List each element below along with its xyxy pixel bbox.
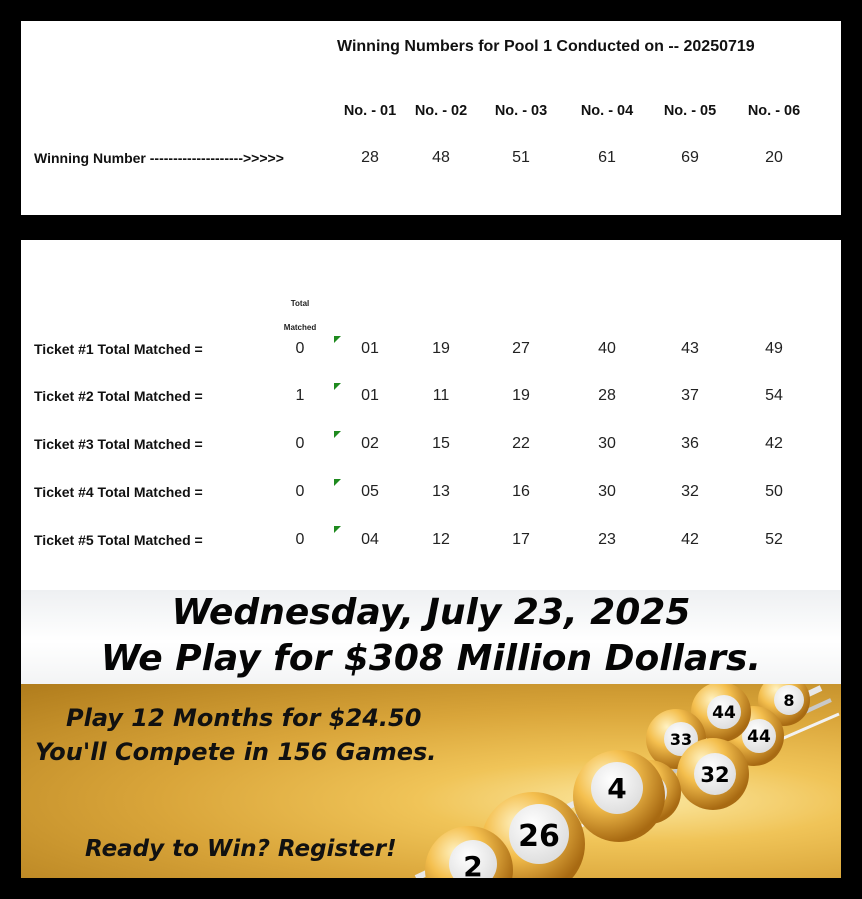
promo-games: You'll Compete in 156 Games. xyxy=(35,738,437,766)
lottery-ball xyxy=(573,750,665,842)
matched-header: Matched xyxy=(283,323,317,332)
column-header-5: No. - 05 xyxy=(663,103,717,119)
ticket-number: 30 xyxy=(598,483,616,500)
ticket-number: 28 xyxy=(598,387,616,404)
cell-comment-marker xyxy=(334,431,341,438)
winning-number-6: 20 xyxy=(765,149,783,166)
ticket-matched-count: 0 xyxy=(295,435,305,452)
ticket-number: 50 xyxy=(765,483,783,500)
promo-banner xyxy=(21,684,841,878)
ticket-number: 11 xyxy=(432,387,450,404)
jackpot-banner xyxy=(21,590,841,684)
winning-number-5: 69 xyxy=(681,149,699,166)
results-title: Winning Numbers for Pool 1 Conducted on -- 20250719 xyxy=(337,38,755,55)
cell-comment-marker xyxy=(334,336,341,343)
column-header-3: No. - 03 xyxy=(494,103,548,119)
ticket-matched-count: 0 xyxy=(295,340,305,357)
ticket-number: 17 xyxy=(512,531,530,548)
lottery-ball xyxy=(677,738,749,810)
ticket-label: Ticket #4 Total Matched = xyxy=(34,484,203,500)
ball-number: 33 xyxy=(669,730,693,749)
column-header-4: No. - 04 xyxy=(580,103,634,119)
ticket-number: 54 xyxy=(765,387,783,404)
ticket-number: 36 xyxy=(681,435,699,452)
ticket-number: 05 xyxy=(361,483,379,500)
winning-numbers-panel xyxy=(21,21,841,215)
winning-number-1: 28 xyxy=(361,149,379,166)
winning-number-3: 51 xyxy=(512,149,530,166)
total-header: Total xyxy=(290,299,310,308)
ticket-number: 12 xyxy=(432,531,450,548)
ticket-number: 02 xyxy=(361,435,379,452)
ticket-number: 32 xyxy=(681,483,699,500)
ticket-number: 37 xyxy=(681,387,699,404)
ball-number: 8 xyxy=(783,691,795,710)
ticket-number: 40 xyxy=(598,340,616,357)
ticket-number: 19 xyxy=(512,387,530,404)
cell-comment-marker xyxy=(334,479,341,486)
column-header-1: No. - 01 xyxy=(343,103,397,119)
ball-number: 2 xyxy=(463,850,483,878)
ticket-label: Ticket #1 Total Matched = xyxy=(34,341,203,357)
ticket-number: 13 xyxy=(432,483,450,500)
ticket-number: 19 xyxy=(432,340,450,357)
winning-number-4: 61 xyxy=(598,149,616,166)
ticket-number: 52 xyxy=(765,531,783,548)
winning-number-label: Winning Number -------------------->>>>> xyxy=(34,150,284,166)
winning-number-2: 48 xyxy=(432,149,450,166)
ticket-number: 22 xyxy=(512,435,530,452)
cell-comment-marker xyxy=(334,383,341,390)
ticket-number: 16 xyxy=(512,483,530,500)
ticket-matched-count: 0 xyxy=(295,483,305,500)
ticket-number: 43 xyxy=(681,340,699,357)
ticket-label: Ticket #3 Total Matched = xyxy=(34,436,203,452)
ticket-matched-count: 1 xyxy=(295,387,305,404)
ball-number: 44 xyxy=(712,703,736,723)
promo-price: Play 12 Months for $24.50 xyxy=(66,704,422,732)
ball-number: 4 xyxy=(607,772,627,805)
ticket-number: 42 xyxy=(681,531,699,548)
tickets-panel xyxy=(21,240,841,590)
ticket-number: 01 xyxy=(361,340,379,357)
cell-comment-marker xyxy=(334,526,341,533)
ticket-number: 04 xyxy=(361,531,379,548)
ball-number: 32 xyxy=(700,763,730,787)
ball-number: 44 xyxy=(747,727,771,747)
ticket-number: 23 xyxy=(598,531,616,548)
ticket-matched-count: 0 xyxy=(295,531,305,548)
ticket-number: 27 xyxy=(512,340,530,357)
register-link[interactable]: Ready to Win? Register! xyxy=(85,836,397,862)
ticket-number: 30 xyxy=(598,435,616,452)
ball-number: 26 xyxy=(518,819,560,854)
ticket-number: 01 xyxy=(361,387,379,404)
ticket-label: Ticket #2 Total Matched = xyxy=(34,388,203,404)
ticket-label: Ticket #5 Total Matched = xyxy=(34,532,203,548)
lottery-balls-image xyxy=(21,684,841,878)
jackpot-amount: We Play for $308 Million Dollars. xyxy=(100,638,762,679)
column-header-6: No. - 06 xyxy=(747,103,801,119)
column-header-2: No. - 02 xyxy=(414,103,468,119)
draw-date: Wednesday, July 23, 2025 xyxy=(171,592,691,633)
ticket-number: 15 xyxy=(432,435,450,452)
ticket-number: 42 xyxy=(765,435,783,452)
ticket-number: 49 xyxy=(765,340,783,357)
